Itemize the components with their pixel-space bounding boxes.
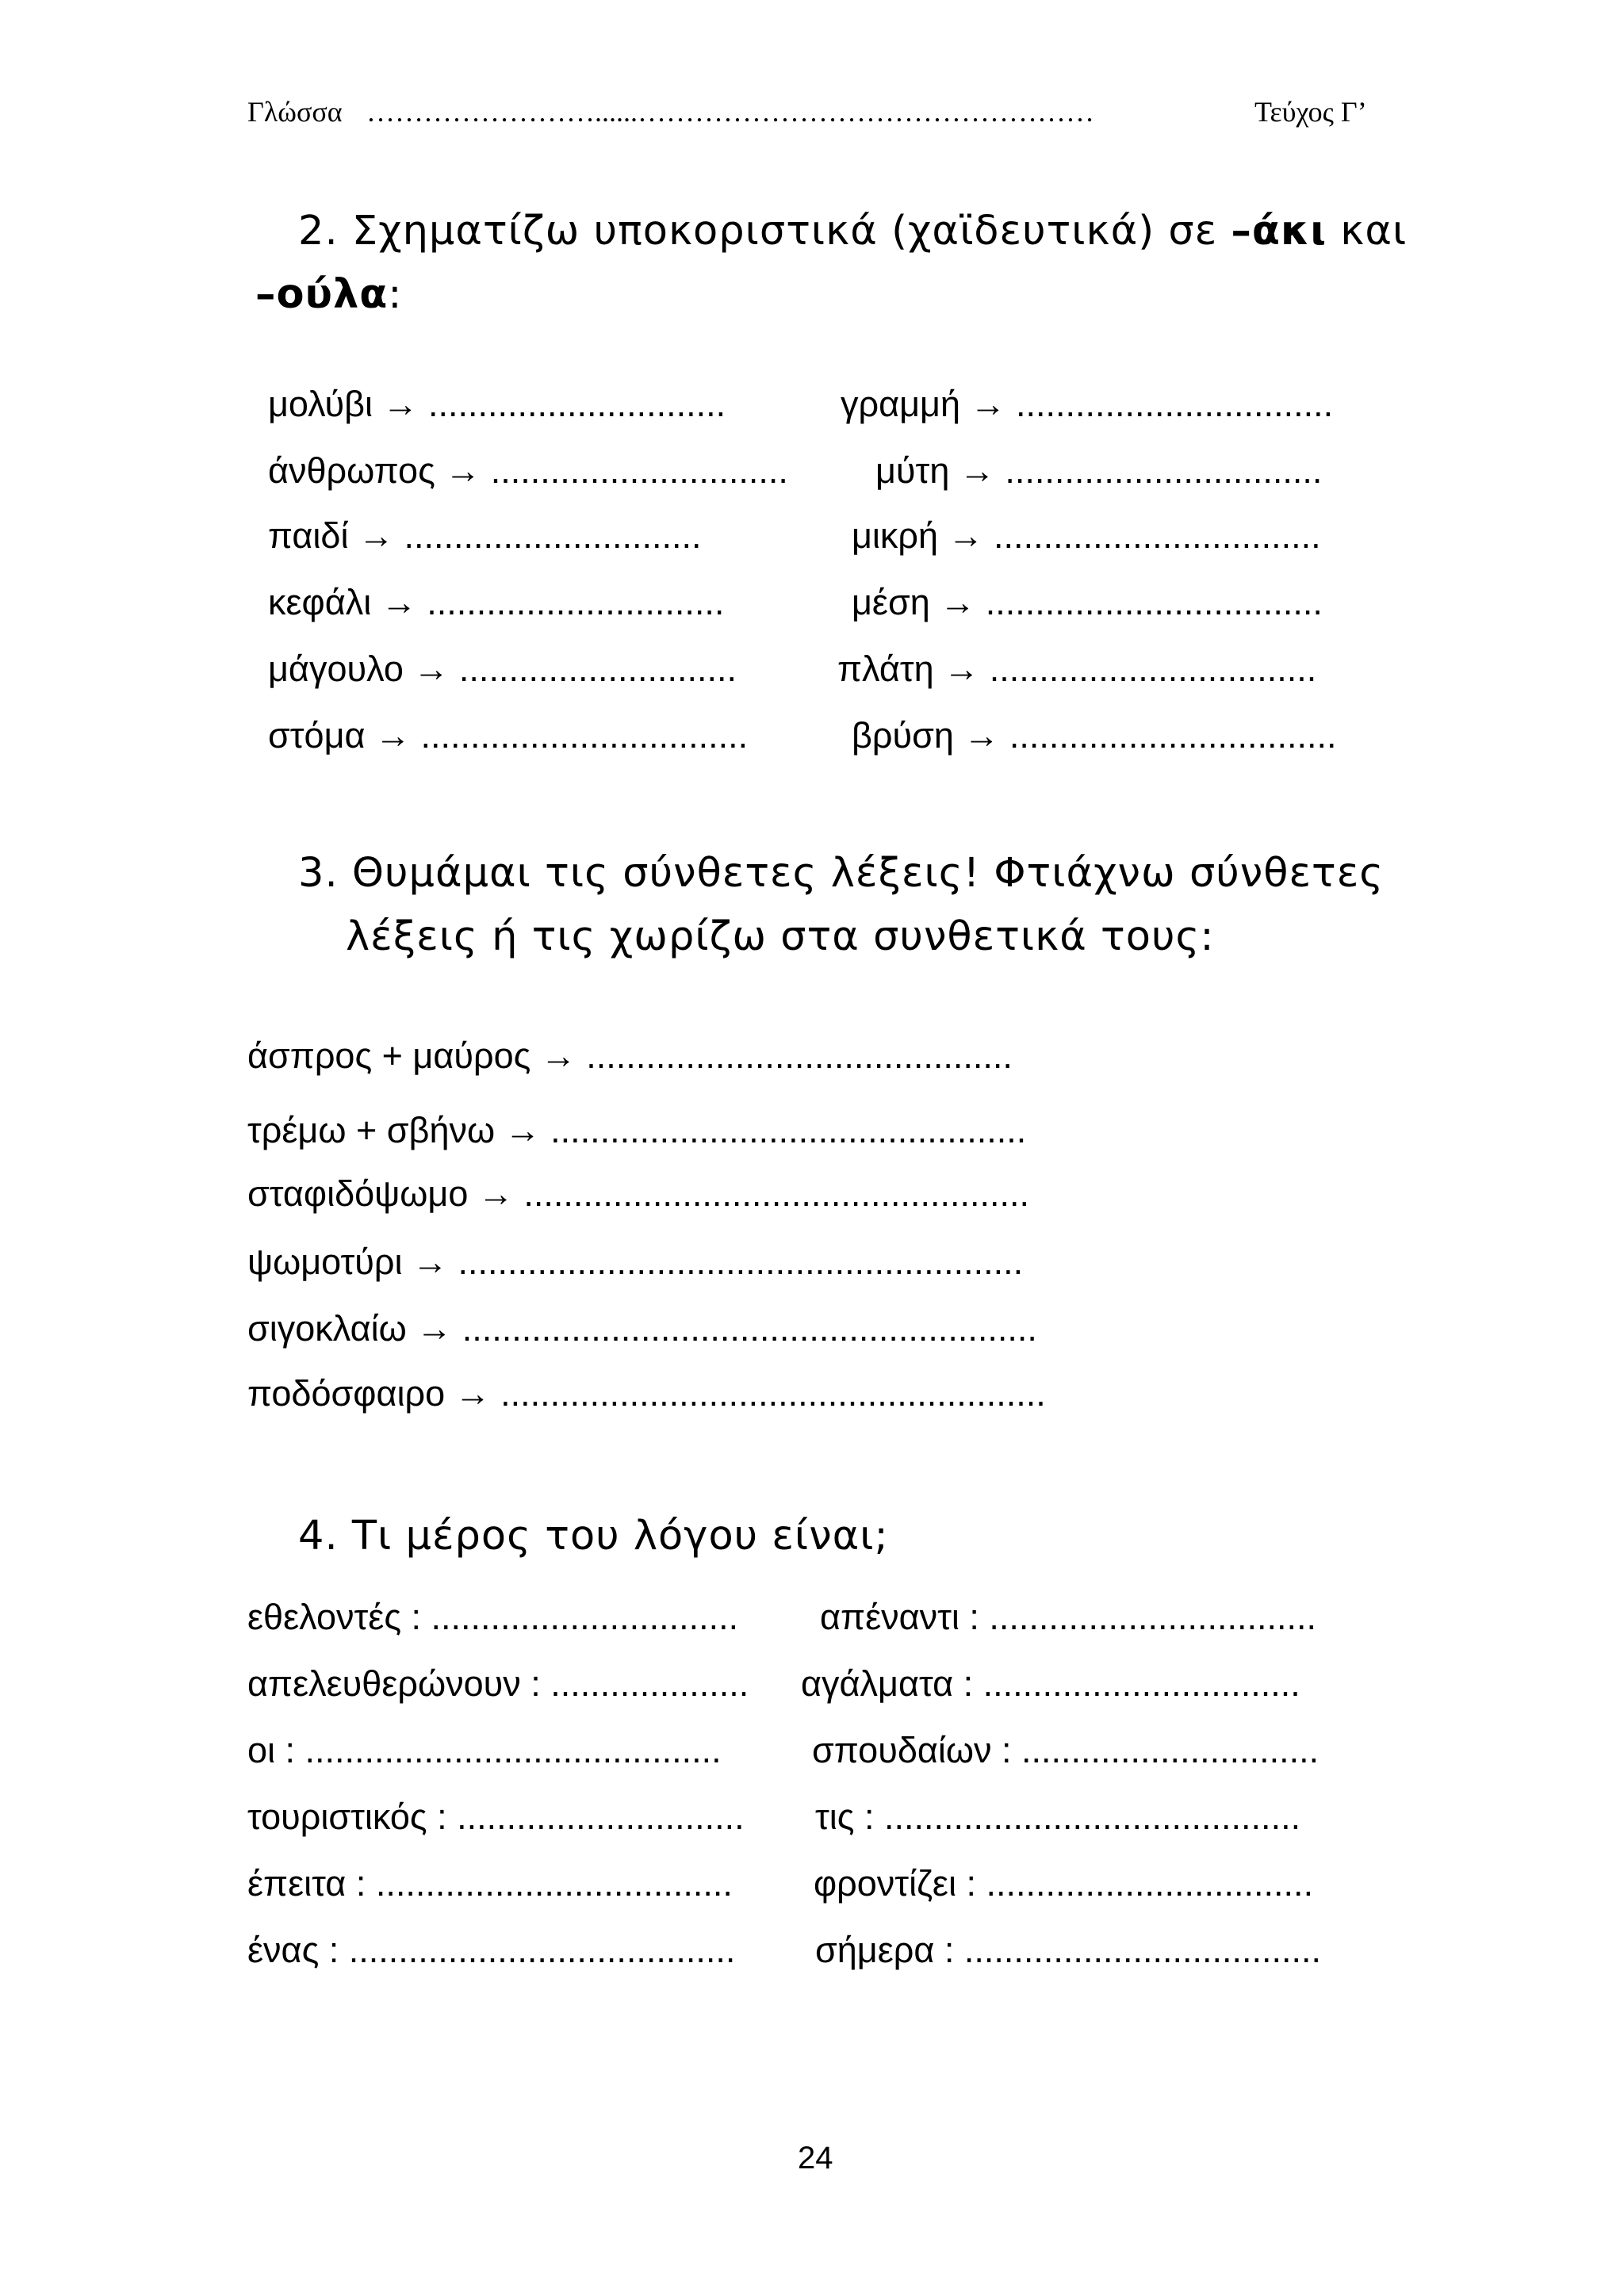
exercise2-title-post: : [388,271,403,318]
exercise2-suffix-aki: –άκι [1231,208,1327,254]
page-number: 24 [798,2141,833,2175]
exercise2-left-item: παιδί → .............................. [268,515,702,556]
exercise4-left-item: έπειτα : .................................... [247,1863,733,1904]
exercise2-right-item: πλάτη → ................................. [837,649,1317,689]
exercise4-right-item: σήμερα : .................................... [815,1930,1321,1970]
exercise3-heading [298,850,1384,897]
exercise3-title-line2: λέξεις ή τις χωρίζω στα συνθετικά τους: [346,913,1215,960]
exercise4-title: Τι μέρος του λόγου είναι; [351,1513,889,1559]
exercise2-right-item: μέση → .................................. [852,582,1323,622]
exercise2-left-item: μολύβι → .............................. [268,384,726,424]
header-issue: Τεύχος Γ’ [1254,96,1367,128]
exercise3-item: σταφιδόψωμο → ................................................... [247,1173,1029,1214]
exercise4-right-item: αγάλματα : ................................ [801,1663,1300,1704]
exercise3-item: σιγοκλαίω → .......................................................... [247,1308,1037,1349]
exercise4-left-item: ένας : ....................................... [247,1930,736,1970]
exercise3-item: τρέμω + σβήνω → ................................................ [247,1110,1027,1150]
exercise2-title-pre: Σχηματίζω υποκοριστικά (χαϊδευτικά) σε [351,208,1231,254]
exercise4-right-item: τις : .......................................... [815,1797,1301,1837]
exercise2-right-item: μικρή → ................................. [852,515,1321,556]
exercise3-item: ψωμοτύρι → ......................................................... [247,1242,1024,1282]
exercise2-suffix-oula: –ούλα [255,271,389,318]
exercise2-number: 2. [298,208,339,254]
exercise3-number: 3. [298,850,339,897]
exercise4-left-item: τουριστικός : ............................. [247,1797,745,1837]
exercise4-right-item: φροντίζει : ................................. [814,1863,1314,1904]
exercise2-heading [298,208,1407,254]
exercise2-left-item: άνθρωπος → .............................. [268,450,788,491]
exercise2-right-item: μύτη → ................................ [875,450,1323,491]
exercise4-number: 4. [298,1513,339,1559]
exercise4-right-item: σπουδαίων : .............................. [812,1730,1320,1770]
exercise4-left-item: εθελοντές : ............................... [247,1597,739,1637]
exercise3-title-line1: Θυμάμαι τις σύνθετες λέξεις! Φτιάχνω σύνθετες [351,850,1385,897]
exercise3-item: ποδόσφαιρο → ....................................................... [247,1373,1046,1414]
exercise4-left-item: οι : .......................................... [247,1730,722,1770]
exercise4-right-item: απέναντι : ................................. [820,1597,1317,1637]
exercise2-left-item: κεφάλι → .............................. [268,582,725,622]
exercise4-left-item: απελευθερώνουν : .................... [247,1663,749,1704]
exercise3-item: άσπρος + μαύρος → ........................................... [247,1035,1013,1076]
exercise2-left-item: στόμα → ................................. [268,715,749,756]
header-subject: Γλώσσα [247,96,343,128]
exercise4-heading [298,1513,889,1559]
header-dots: ……………………......………………………………………… [366,96,1094,128]
exercise2-right-item: γραμμή → ................................ [841,384,1334,424]
exercise2-right-item: βρύση → ................................. [852,715,1337,756]
exercise2-left-item: μάγουλο → ............................ [268,649,737,689]
exercise2-heading-line2 [255,271,402,318]
exercise2-title-mid: και [1327,208,1408,254]
